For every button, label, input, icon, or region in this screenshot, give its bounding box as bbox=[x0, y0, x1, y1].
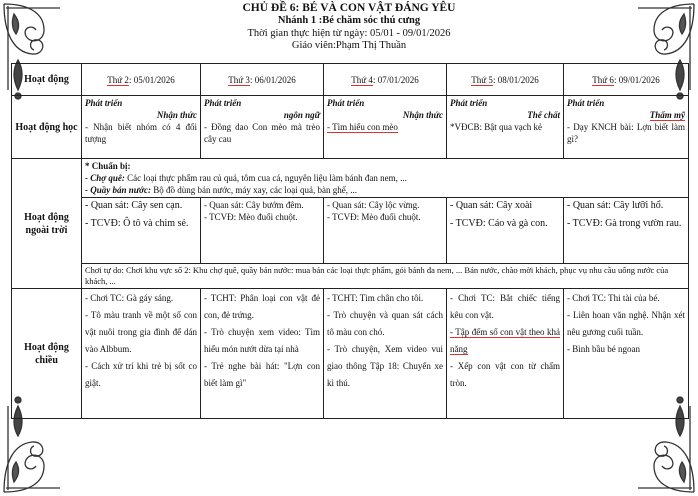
afternoon-item: - Bình bầu bé ngoan bbox=[567, 344, 640, 354]
afternoon-row bbox=[12, 289, 689, 419]
game-item: - TCVĐ: Gà trong vườn rau. bbox=[567, 218, 682, 229]
branch-title: Nhánh 1 :Bé chăm sóc thú cưng bbox=[277, 15, 421, 26]
observe-item: - Quan sát: Cây bướm đêm. bbox=[204, 200, 304, 210]
day-date: : 05/01/2026 bbox=[128, 74, 175, 85]
afternoon-item: - Liên hoan văn nghệ. Nhận xét nêu gương cuối tuần. bbox=[567, 310, 685, 337]
learning-cell bbox=[447, 96, 564, 159]
learning-domain: Nhận thức bbox=[402, 110, 443, 120]
weekly-plan-table bbox=[11, 63, 689, 419]
afternoon-item: - Cách xử trí khi trẻ bị sốt co giật. bbox=[85, 361, 197, 388]
day-date: : 06/01/2026 bbox=[249, 74, 296, 85]
afternoon-item: - Trò chuyện xem video: Tìm hiểu món nướt dừa tại nhà bbox=[204, 327, 320, 354]
game-item: - TCVĐ: Cáo và gà con. bbox=[450, 218, 548, 229]
day-name: Thứ 5 bbox=[471, 74, 493, 85]
prep-line bbox=[85, 184, 685, 196]
outdoor-cell bbox=[82, 198, 201, 264]
theme-title: CHỦ ĐỀ 6: BÉ VÀ CON VẬT ĐÁNG YÊU bbox=[242, 2, 456, 14]
teacher-name: Giáo viên:Phạm Thị Thuần bbox=[291, 40, 407, 51]
learning-area: Phát triển bbox=[327, 98, 365, 108]
day-date: : 08/01/2026 bbox=[492, 74, 539, 85]
learning-activity: - Đồng dao Con mèo mà trèo cây cau bbox=[204, 122, 320, 144]
time-range: Thời gian thực hiện từ ngày: 05/01 - 09/01/2026 bbox=[247, 28, 451, 39]
day-header bbox=[324, 64, 447, 96]
afternoon-cell bbox=[201, 289, 324, 419]
learning-activity bbox=[327, 121, 443, 133]
free-play-cell: Chơi tự do: Chơi khu vực số 2: Khu chợ quê, quầy bán nước: mua bán các loại thực phẩm, gói bánh đa nem, ... Bán nước, chào mời khách, phục vụ nhu cầu uống nước của khách, ... bbox=[82, 264, 689, 289]
game-item: - TCVĐ: Mèo đuổi chuột. bbox=[204, 212, 298, 222]
outdoor-prep-row bbox=[12, 159, 689, 198]
learning-area: Phát triển bbox=[204, 98, 242, 108]
learning-domain: Thể chất bbox=[527, 110, 560, 120]
row-label-activity: Hoạt động bbox=[12, 64, 82, 96]
row-label-learning: Hoạt động học bbox=[12, 96, 82, 159]
afternoon-cell bbox=[564, 289, 689, 419]
afternoon-item: - Chơi TC: Thi tài của bé. bbox=[567, 293, 660, 303]
outdoor-cell bbox=[201, 198, 324, 264]
afternoon-item bbox=[450, 324, 560, 358]
outdoor-cell bbox=[447, 198, 564, 264]
learning-cell bbox=[82, 96, 201, 159]
afternoon-item: - Trò chuyện và quan sát cách tô màu con chó. bbox=[327, 310, 443, 337]
outdoor-cell bbox=[324, 198, 447, 264]
afternoon-item: - Xếp con vật con từ chấm tròn. bbox=[450, 361, 560, 388]
row-label-outdoor: Hoạt động ngoài trời bbox=[12, 159, 82, 289]
row-label-afternoon: Hoạt động chiều bbox=[12, 289, 82, 419]
observe-item: - Quan sát: Cây lộc vừng. bbox=[327, 200, 420, 210]
outdoor-day-row bbox=[12, 198, 689, 264]
learning-activity-text: - Tìm hiểu con mèo bbox=[327, 122, 398, 132]
afternoon-item: - Trẻ nghe bài hát: "Lợn con biết làm gì" bbox=[204, 361, 320, 388]
game-item: - TCVĐ: Mèo đuổi chuột. bbox=[327, 212, 421, 222]
learning-domain: Nhận thức bbox=[156, 110, 197, 120]
learning-domain bbox=[567, 109, 685, 121]
learning-domain: ngôn ngữ bbox=[283, 110, 320, 120]
day-name: Thứ 3 bbox=[228, 74, 250, 85]
afternoon-cell bbox=[324, 289, 447, 419]
document-header bbox=[0, 2, 698, 52]
day-header bbox=[82, 64, 201, 96]
afternoon-item: - TCHT: Phân loại con vật đẻ con, đẻ trứng. bbox=[204, 293, 320, 320]
day-header bbox=[201, 64, 324, 96]
learning-cell bbox=[201, 96, 324, 159]
free-play-row bbox=[12, 264, 689, 289]
afternoon-item-text: - Tập đếm số con vật theo khả năng bbox=[450, 327, 560, 354]
table-header-row bbox=[12, 64, 689, 96]
afternoon-item: - TCHT: Tìm chân cho tôi. bbox=[327, 293, 424, 303]
learning-activity: *VĐCB: Bật qua vạch kẻ bbox=[450, 122, 542, 132]
afternoon-cell bbox=[82, 289, 201, 419]
learning-domain-text: Thẩm mỹ bbox=[649, 110, 685, 120]
afternoon-item: - Chơi TC: Bắt chiếc tiếng kêu con vật. bbox=[450, 293, 560, 320]
learning-cell bbox=[324, 96, 447, 159]
day-header bbox=[564, 64, 689, 96]
day-name: Thứ 6 bbox=[592, 74, 614, 85]
learning-row bbox=[12, 96, 689, 159]
afternoon-cell bbox=[447, 289, 564, 419]
afternoon-item: - Tô màu tranh về một số con vật nuôi trong gia đình để dán vào Albbum. bbox=[85, 310, 197, 354]
observe-item: - Quan sát: Cây sen cạn. bbox=[85, 200, 183, 211]
prep-label: - Quầy bán nước: bbox=[85, 185, 151, 195]
outdoor-cell bbox=[564, 198, 689, 264]
observe-item: - Quan sát: Cây lưỡi hổ. bbox=[567, 200, 664, 211]
learning-activity: - Nhận biết nhóm có 4 đối tượng bbox=[85, 122, 197, 144]
day-name: Thứ 4 bbox=[351, 74, 373, 85]
prep-text: Các loại thực phẩm rau củ quả, tôm cua cá, nguyên liệu làm bánh đan nem, ... bbox=[124, 173, 407, 183]
learning-area: Phát triển bbox=[85, 98, 123, 108]
learning-cell bbox=[564, 96, 689, 159]
prep-title: * Chuẩn bị: bbox=[85, 161, 131, 171]
learning-area: Phát triển bbox=[567, 98, 605, 108]
game-item: - TCVĐ: Ô tô và chim sẻ. bbox=[85, 218, 189, 229]
outdoor-prep-cell bbox=[82, 159, 689, 198]
afternoon-item: - Trò chuyện, Xem video vui giao thông Tập 18: Chuyển xe kì thú. bbox=[327, 344, 443, 388]
observe-item: - Quan sát: Cây xoài bbox=[450, 200, 533, 211]
day-date: : 07/01/2026 bbox=[372, 74, 419, 85]
prep-text: Bộ đồ dùng bán nước, máy xay, các loại quả, bàn ghế, ... bbox=[150, 185, 357, 195]
prep-label: - Chợ quê: bbox=[85, 173, 125, 183]
day-name: Thứ 2 bbox=[107, 74, 129, 85]
afternoon-item: - Chơi TC: Gà gáy sáng. bbox=[85, 293, 174, 303]
prep-line bbox=[85, 172, 685, 184]
learning-area: Phát triển bbox=[450, 98, 488, 108]
day-date: : 09/01/2026 bbox=[613, 74, 660, 85]
learning-activity: - Dạy KNCH bài: Lợn biết làm gì? bbox=[567, 122, 685, 144]
day-header bbox=[447, 64, 564, 96]
